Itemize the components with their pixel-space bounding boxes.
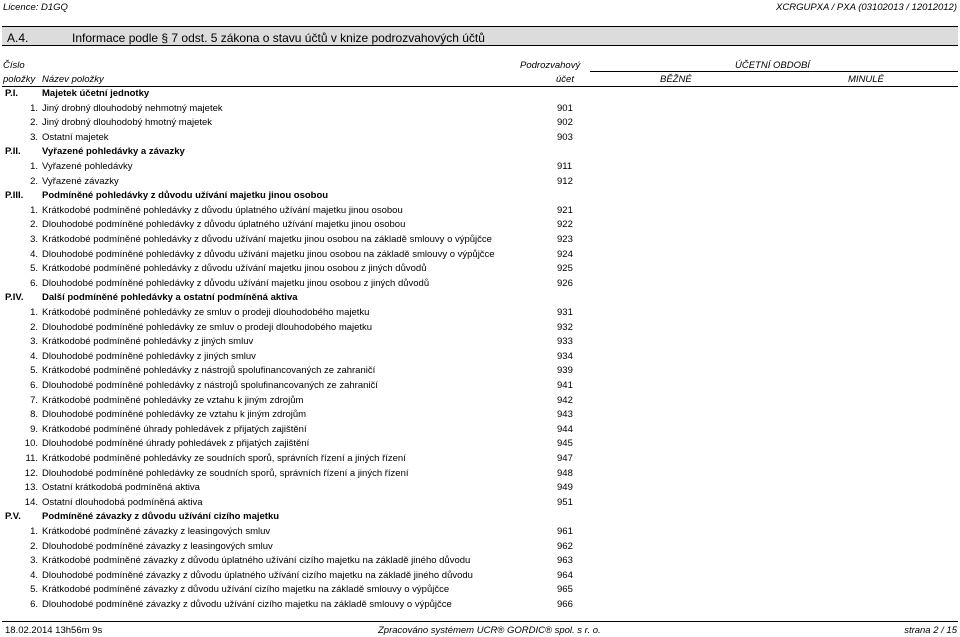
item-label: Dlouhodobé podmíněné úhrady pohledávek z přijatých zajištění: [42, 438, 310, 450]
section-row: [0, 146, 960, 160]
section-label: Podmíněné pohledávky z důvodu užívání majetku jinou osobou: [42, 190, 329, 202]
footer-system: Zpracováno systémem UCR® GORDIC® spol. s r. o.: [378, 625, 601, 636]
item-label: Dlouhodobé podmíněné pohledávky z jiných smluv: [42, 350, 256, 362]
table-row: [0, 584, 960, 598]
section-code: P.III.: [5, 190, 24, 202]
account-number: 941: [557, 380, 573, 391]
account-number: 966: [557, 599, 573, 610]
col-polozky: položky: [3, 74, 36, 85]
item-label: Dlouhodobé podmíněné pohledávky z důvodu užívání majetku jinou osobou na základě smlouvy o výpůjčce: [42, 248, 495, 260]
account-number: 924: [557, 248, 573, 260]
account-number: 939: [557, 365, 573, 377]
section-code: P.V.: [5, 511, 21, 523]
account-number: 944: [557, 423, 573, 435]
section-label: Majetek účetní jednotky: [42, 88, 150, 99]
table-row: [0, 117, 960, 131]
col-ucetni-obdobi: ÚČETNÍ OBDOBÍ: [735, 60, 810, 71]
item-number: 8.: [30, 409, 38, 421]
item-number: 6.: [30, 277, 38, 289]
table-row: [0, 541, 960, 555]
account-number: 911: [557, 161, 573, 172]
table-row: [0, 468, 960, 482]
account-number: 934: [557, 350, 573, 362]
item-number: 6.: [30, 380, 38, 391]
header-divider: [2, 86, 958, 87]
item-label: Dlouhodobé podmíněné závazky z důvodu užívání cizího majetku na základě smlouvy o výpůjčce: [42, 599, 452, 610]
item-number: 6.: [30, 599, 38, 610]
item-number: 1.: [30, 102, 38, 114]
section-label: Vyřazené pohledávky a závazky: [42, 146, 185, 158]
page-title: Informace podle § 7 odst. 5 zákona o stavu účtů v knize podrozvahových účtů: [72, 31, 485, 45]
item-label: Dlouhodobé podmíněné závazky z důvodu úplatného užívání cizího majetku na základě jiného důvodu: [42, 569, 473, 581]
item-number: 4.: [30, 350, 38, 362]
section-row: [0, 511, 960, 525]
item-label: Krátkodobé podmíněné pohledávky z důvodu užívání majetku jinou osobou na základě smlouvy o výpůjčce: [42, 234, 492, 245]
table-row: [0, 453, 960, 467]
item-label: Ostatní krátkodobá podmíněná aktiva: [42, 482, 200, 494]
account-number: 933: [557, 336, 573, 348]
item-label: Krátkodobé podmíněné úhrady pohledávek z přijatých zajištění: [42, 423, 307, 435]
account-number: 922: [557, 219, 573, 231]
table-row: [0, 307, 960, 321]
account-number: 961: [557, 526, 573, 537]
item-label: Vyřazené závazky: [42, 175, 119, 187]
licence-label: Licence: D1GQ: [3, 2, 68, 13]
section-code: P.II.: [5, 146, 21, 158]
item-label: Krátkodobé podmíněné pohledávky ze smluv o prodeji dlouhodobého majetku: [42, 307, 370, 318]
account-number: 902: [557, 117, 573, 129]
section-label: Podmíněné závazky z důvodu užívání cizího majetku: [42, 511, 280, 523]
item-label: Krátkodobé podmíněné závazky z leasingových smluv: [42, 526, 271, 537]
table-row: [0, 161, 960, 175]
account-number: 932: [557, 321, 573, 333]
item-label: Krátkodobé podmíněné pohledávky ze soudních sporů, správních řízení a jiných řízení: [42, 453, 406, 464]
account-number: 963: [557, 555, 573, 567]
col-ucet: účet: [556, 74, 574, 85]
item-label: Ostatní majetek: [42, 131, 109, 143]
item-number: 3.: [30, 131, 38, 143]
item-number: 2.: [30, 321, 38, 333]
col-cislo: Číslo: [3, 60, 25, 71]
table-row: [0, 482, 960, 496]
col-minule: MINULÉ: [848, 74, 884, 85]
footer-timestamp: 18.02.2014 13h56m 9s: [5, 625, 103, 636]
account-number: 943: [557, 409, 573, 421]
account-number: 949: [557, 482, 573, 494]
account-number: 903: [557, 131, 573, 143]
table-row: [0, 249, 960, 263]
account-number: 945: [557, 438, 573, 450]
title-bar: [2, 26, 958, 46]
table-row: [0, 526, 960, 540]
item-number: 9.: [30, 423, 38, 435]
item-number: 7.: [30, 394, 38, 406]
footer-page: strana 2 / 15: [904, 625, 957, 636]
item-label: Krátkodobé podmíněné pohledávky z nástrojů spolufinancovaných ze zahraničí: [42, 365, 376, 377]
table-row: [0, 234, 960, 248]
account-number: 912: [557, 175, 573, 187]
item-label: Krátkodobé podmíněné závazky z důvodu užívání cizího majetku na základě smlouvy o výpůjčce: [42, 584, 450, 596]
account-number: 964: [557, 569, 573, 581]
table-row: [0, 365, 960, 379]
account-number: 947: [557, 453, 573, 464]
table-row: [0, 278, 960, 292]
item-number: 2.: [30, 175, 38, 187]
table-row: [0, 219, 960, 233]
item-label: Dlouhodobé podmíněné pohledávky z nástrojů spolufinancovaných ze zahraničí: [42, 380, 378, 391]
item-label: Dlouhodobé podmíněné závazky z leasingových smluv: [42, 540, 273, 552]
item-label: Dlouhodobé podmíněné pohledávky z důvodu úplatného užívání majetku jinou osobou: [42, 219, 406, 231]
item-label: Krátkodobé podmíněné pohledávky z důvodu užívání majetku jinou osobou z jiných důvodů: [42, 263, 427, 275]
section-code: A.4.: [7, 31, 29, 45]
account-number: 942: [557, 394, 573, 406]
table-row: [0, 176, 960, 190]
item-number: 1.: [30, 526, 38, 537]
item-number: 14.: [24, 496, 38, 508]
item-number: 4.: [30, 248, 38, 260]
account-number: 921: [557, 204, 573, 216]
account-number: 951: [557, 496, 573, 508]
item-number: 12.: [24, 467, 38, 479]
section-code: P.I.: [5, 88, 19, 99]
item-number: 5.: [30, 584, 38, 596]
table-row: [0, 132, 960, 146]
item-label: Krátkodobé podmíněné pohledávky ze vztahu k jiným zdrojům: [42, 394, 304, 406]
table-row: [0, 322, 960, 336]
account-number: 965: [557, 584, 573, 596]
item-label: Dlouhodobé podmíněné pohledávky ze smluv o prodeji dlouhodobého majetku: [42, 321, 373, 333]
item-label: Dlouhodobé podmíněné pohledávky z důvodu užívání majetku jinou osobou z jiných důvodů: [42, 277, 430, 289]
item-number: 13.: [24, 482, 38, 494]
table-row: [0, 409, 960, 423]
item-label: Ostatní dlouhodobá podmíněná aktiva: [42, 496, 203, 508]
item-label: Krátkodobé podmíněné pohledávky z jiných smluv: [42, 336, 254, 348]
item-number: 5.: [30, 263, 38, 275]
table-row: [0, 555, 960, 569]
item-number: 2.: [30, 540, 38, 552]
item-label: Jiný drobný dlouhodobý hmotný majetek: [42, 117, 213, 129]
item-label: Dlouhodobé podmíněné pohledávky ze soudních sporů, správních řízení a jiných řízení: [42, 467, 409, 479]
table-row: [0, 438, 960, 452]
section-label: Další podmíněné pohledávky a ostatní podmíněná aktiva: [42, 292, 298, 304]
item-label: Krátkodobé podmíněné závazky z důvodu úplatného užívání cizího majetku na základě jiného důvodu: [42, 555, 471, 567]
item-number: 4.: [30, 569, 38, 581]
table-row: [0, 351, 960, 365]
table-row: [0, 336, 960, 350]
table-row: [0, 103, 960, 117]
section-row: [0, 292, 960, 306]
item-label: Dlouhodobé podmíněné pohledávky ze vztahu k jiným zdrojům: [42, 409, 307, 421]
section-code: P.IV.: [5, 292, 24, 304]
table-row: [0, 424, 960, 438]
table-row: [0, 205, 960, 219]
table-row: [0, 599, 960, 613]
table-row: [0, 395, 960, 409]
table-row: [0, 570, 960, 584]
account-number: 962: [557, 540, 573, 552]
section-row: [0, 190, 960, 204]
item-label: Jiný drobný dlouhodobý nehmotný majetek: [42, 102, 223, 114]
item-number: 10.: [24, 438, 38, 450]
account-number: 948: [557, 467, 573, 479]
col-podrozvahovy: Podrozvahový: [520, 60, 581, 71]
item-label: Krátkodobé podmíněné pohledávky z důvodu úplatného užívání majetku jinou osobou: [42, 204, 403, 216]
account-number: 901: [557, 102, 573, 114]
account-number: 923: [557, 234, 573, 245]
section-row: [0, 88, 960, 102]
item-number: 2.: [30, 219, 38, 231]
item-number: 5.: [30, 365, 38, 377]
table-row: [0, 380, 960, 394]
account-number: 925: [557, 263, 573, 275]
item-number: 3.: [30, 234, 38, 245]
col-bezne: BĚŽNÉ: [660, 74, 692, 85]
item-number: 2.: [30, 117, 38, 129]
item-label: Vyřazené pohledávky: [42, 161, 133, 172]
table-row: [0, 263, 960, 277]
report-id: XCRGUPXA / PXA (03102013 / 12012012): [776, 2, 957, 13]
item-number: 11.: [25, 453, 38, 464]
period-divider: [590, 71, 958, 72]
item-number: 1.: [30, 204, 38, 216]
item-number: 1.: [30, 307, 38, 318]
table-row: [0, 497, 960, 511]
account-number: 931: [557, 307, 573, 318]
item-number: 3.: [30, 555, 38, 567]
account-number: 926: [557, 277, 573, 289]
footer-divider: [2, 621, 958, 622]
item-number: 3.: [30, 336, 38, 348]
col-nazev: Název položky: [42, 74, 104, 85]
item-number: 1.: [30, 161, 38, 172]
